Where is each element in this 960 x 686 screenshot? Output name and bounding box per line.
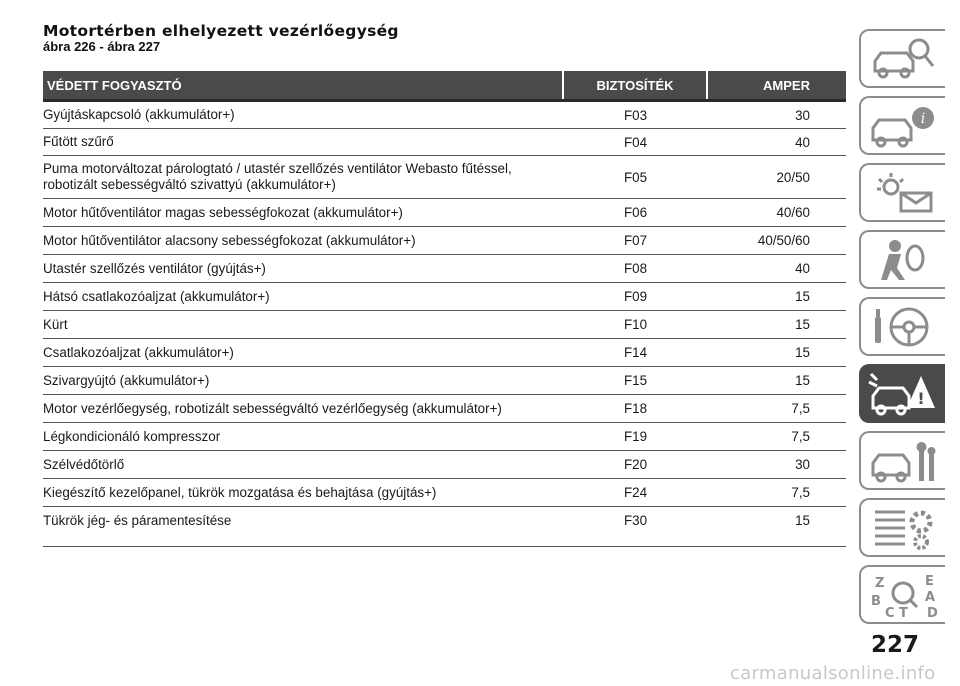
fuse-cell: F03	[623, 107, 648, 123]
chapter-tab-index[interactable]	[859, 565, 945, 624]
column-header-consumer: VÉDETT FOGYASZTÓ	[47, 77, 182, 93]
table-row	[43, 423, 846, 451]
chapter-tab-maintenance[interactable]	[859, 431, 945, 490]
fuse-cell: F20	[623, 457, 648, 472]
amp-cell: 40	[795, 261, 810, 276]
chapter-tab-emergency[interactable]	[859, 364, 945, 423]
table-row	[43, 156, 846, 199]
amp-cell: 40	[795, 134, 810, 150]
amp-cell: 30	[795, 457, 810, 472]
consumer-cell: Kiegészítő kezelőpanel, tükrök mozgatása és behajtása (gyújtás+)	[43, 484, 437, 500]
table-row	[43, 451, 846, 479]
table-row	[43, 227, 846, 255]
fuse-cell: F10	[623, 317, 648, 332]
page-title: Motortérben elhelyezett vezérlőegység	[43, 22, 399, 40]
warning-lights-icon	[867, 169, 939, 217]
consumer-cell: Hátsó csatlakozóaljzat (akkumulátor+)	[43, 288, 270, 304]
amp-cell: 30	[795, 107, 810, 123]
table-row	[43, 102, 846, 129]
watermark: carmanualsonline.info	[730, 663, 936, 684]
svg-text:T: T	[899, 605, 908, 619]
car-search-icon	[867, 35, 939, 83]
consumer-cell: Kürt	[43, 316, 68, 332]
fuse-cell: F04	[623, 134, 648, 150]
alphabet-index-icon	[867, 571, 939, 619]
consumer-cell: Légkondicionáló kompresszor	[43, 428, 221, 444]
fuse-cell: F05	[623, 169, 648, 185]
table-row	[43, 199, 846, 227]
car-info-icon	[867, 102, 939, 150]
table-row	[43, 367, 846, 395]
chapter-tab-specs[interactable]	[859, 498, 945, 557]
svg-text:B: B	[871, 593, 881, 609]
column-header-fuse: BIZTOSÍTÉK	[596, 77, 674, 93]
fuse-cell: F09	[623, 289, 648, 304]
consumer-cell: Motor hűtőventilátor alacsony sebességfokozat (akkumulátor+)	[43, 232, 416, 248]
consumer-cell: Gyújtáskapcsoló (akkumulátor+)	[43, 107, 235, 122]
fuse-cell: F18	[623, 401, 648, 416]
chapter-tab-driving[interactable]	[859, 297, 945, 356]
chapter-tab-safety[interactable]	[859, 230, 945, 289]
fuse-cell: F06	[623, 205, 648, 220]
consumer-cell: Szivargyújtó (akkumulátor+)	[43, 372, 210, 388]
steering-wheel-icon	[867, 303, 939, 351]
svg-text:Z: Z	[875, 575, 885, 591]
amp-cell: 15	[795, 317, 810, 332]
svg-text:A: A	[925, 589, 936, 605]
table-row	[43, 283, 846, 311]
table-row	[43, 395, 846, 423]
table-row	[43, 129, 846, 156]
svg-text:!: !	[917, 388, 925, 408]
table-header	[43, 71, 846, 99]
specs-gear-icon	[867, 504, 939, 552]
amp-cell: 7,5	[791, 485, 810, 500]
consumer-cell: Tükrök jég- és páramentesítése	[43, 513, 232, 528]
amp-cell: 15	[795, 289, 810, 304]
table-row	[43, 507, 846, 547]
consumer-cell: Szélvédőtörlő	[43, 456, 125, 472]
table-row	[43, 255, 846, 283]
fuse-cell: F15	[623, 373, 648, 388]
amp-cell: 7,5	[791, 429, 810, 444]
chapter-tab-lights[interactable]	[859, 163, 945, 222]
fuse-cell: F30	[623, 513, 648, 528]
car-wrench-icon	[867, 437, 939, 485]
table-row	[43, 479, 846, 507]
consumer-cell: Utastér szellőzés ventilátor (gyújtás+)	[43, 260, 266, 276]
amp-cell: 40/60	[776, 205, 810, 220]
page-subtitle: ábra 226 - ábra 227	[43, 39, 161, 54]
amp-cell: 40/50/60	[757, 233, 810, 248]
fuse-cell: F07	[623, 233, 648, 248]
amp-cell: 15	[795, 373, 810, 388]
amp-cell: 15	[795, 345, 810, 360]
svg-text:D: D	[927, 605, 938, 619]
table-row	[43, 311, 846, 339]
fuse-cell: F08	[623, 261, 648, 276]
chapter-tab-info[interactable]	[859, 96, 945, 155]
amp-cell: 20/50	[776, 169, 810, 185]
consumer-cell: Csatlakozóaljzat (akkumulátor+)	[43, 344, 234, 360]
svg-text:E: E	[925, 573, 934, 589]
chapter-sidebar	[859, 29, 945, 632]
fuse-cell: F19	[623, 429, 648, 444]
fuse-table	[43, 71, 846, 547]
consumer-cell: Puma motorváltozat párologtató / utastér szellőzés ventilátor Webasto fűtéssel, robotizált sebességváltó szivattyú (akkumulátor+)	[43, 161, 512, 192]
fuse-cell: F14	[623, 345, 648, 360]
consumer-cell: Motor hűtőventilátor magas sebességfokozat (akkumulátor+)	[43, 204, 403, 220]
svg-text:i: i	[920, 110, 926, 127]
airbag-person-icon	[867, 236, 939, 284]
car-warning-icon	[867, 370, 939, 418]
column-header-amp: AMPER	[763, 77, 810, 93]
fuse-cell: F24	[623, 485, 648, 500]
amp-cell: 7,5	[791, 401, 810, 416]
consumer-cell: Motor vezérlőegység, robotizált sebességváltó vezérlőegység (akkumulátor+)	[43, 400, 502, 416]
consumer-cell: Fűtött szűrő	[43, 134, 114, 149]
amp-cell: 15	[795, 513, 810, 528]
chapter-tab-dashboard[interactable]	[859, 29, 945, 88]
svg-text:C: C	[885, 605, 895, 619]
table-row	[43, 339, 846, 367]
page-number: 227	[871, 632, 920, 658]
